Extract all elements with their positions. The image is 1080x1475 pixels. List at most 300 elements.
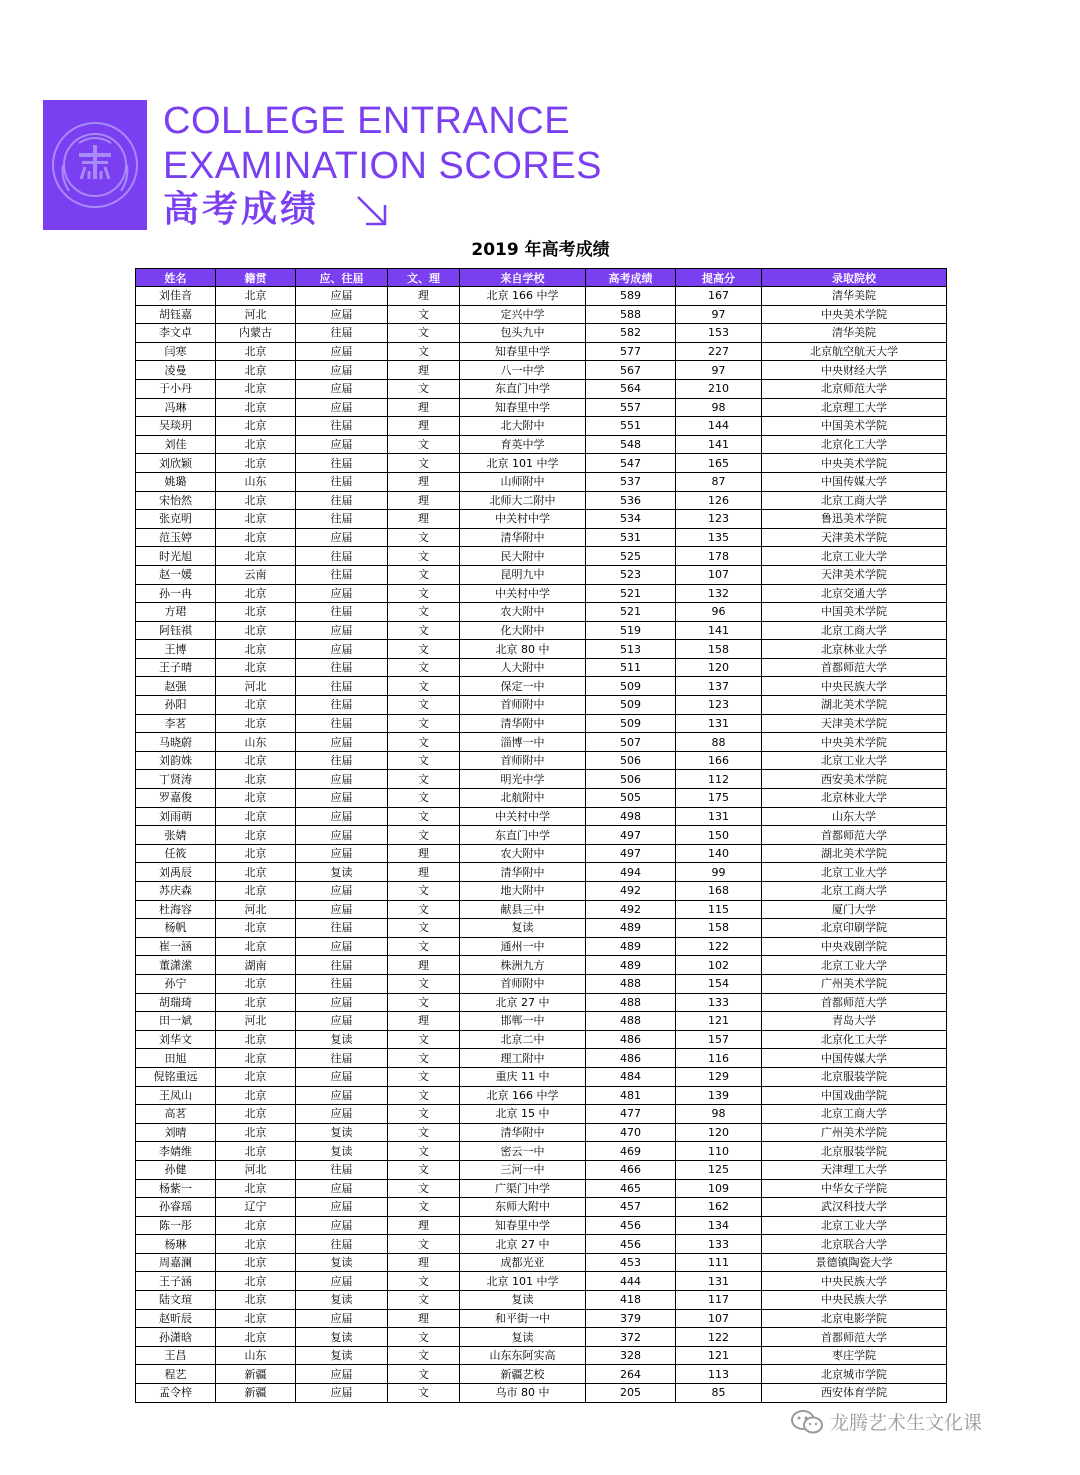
table-row [136, 621, 947, 640]
college-cell: 中国美术学院 [762, 417, 947, 436]
track-cell: 文 [388, 621, 460, 640]
improvement-cell: 133 [676, 1235, 762, 1254]
school-cell: 中关村中学 [460, 510, 586, 529]
improvement-cell: 116 [676, 1049, 762, 1068]
school-cell: 淄博一中 [460, 733, 586, 752]
name-cell: 任筱 [136, 844, 216, 863]
score-cell: 525 [586, 547, 676, 566]
score-cell: 372 [586, 1328, 676, 1347]
origin-cell: 北京 [216, 528, 296, 547]
track-cell: 文 [388, 1384, 460, 1403]
status-cell: 应届 [296, 398, 388, 417]
school-cell: 民大附中 [460, 547, 586, 566]
college-cell: 中华女子学院 [762, 1179, 947, 1198]
college-cell: 天津美术学院 [762, 528, 947, 547]
score-cell: 567 [586, 361, 676, 380]
school-cell: 知春里中学 [460, 398, 586, 417]
table-row [136, 1030, 947, 1049]
track-cell: 文 [388, 1142, 460, 1161]
origin-cell: 北京 [216, 844, 296, 863]
name-cell: 王博 [136, 640, 216, 659]
origin-cell: 北京 [216, 826, 296, 845]
track-cell: 文 [388, 379, 460, 398]
improvement-cell: 122 [676, 937, 762, 956]
status-cell: 应届 [296, 937, 388, 956]
college-cell: 北京工业大学 [762, 863, 947, 882]
table-row [136, 454, 947, 473]
track-cell: 文 [388, 584, 460, 603]
table-row [136, 1105, 947, 1124]
table-row [136, 1384, 947, 1403]
status-cell: 往届 [296, 1049, 388, 1068]
college-cell: 北京交通大学 [762, 584, 947, 603]
improvement-cell: 168 [676, 882, 762, 901]
school-cell: 清华附中 [460, 714, 586, 733]
score-cell: 492 [586, 882, 676, 901]
status-cell: 应届 [296, 287, 388, 306]
origin-cell: 北京 [216, 287, 296, 306]
college-cell: 天津理工大学 [762, 1160, 947, 1179]
score-cell: 488 [586, 1012, 676, 1031]
name-cell: 张婧 [136, 826, 216, 845]
origin-cell: 河北 [216, 1012, 296, 1031]
name-cell: 姚璐 [136, 472, 216, 491]
status-cell: 应届 [296, 1067, 388, 1086]
school-cell: 北京 27 中 [460, 1235, 586, 1254]
improvement-cell: 120 [676, 1123, 762, 1142]
origin-cell: 北京 [216, 1067, 296, 1086]
origin-cell: 山东 [216, 472, 296, 491]
improvement-cell: 102 [676, 956, 762, 975]
origin-cell: 北京 [216, 1253, 296, 1272]
status-cell: 往届 [296, 751, 388, 770]
origin-cell: 北京 [216, 714, 296, 733]
college-cell: 中央美术学院 [762, 733, 947, 752]
school-cell: 农大附中 [460, 603, 586, 622]
college-cell: 北京服装学院 [762, 1067, 947, 1086]
improvement-cell: 166 [676, 751, 762, 770]
track-cell: 理 [388, 1216, 460, 1235]
college-cell: 湖北美术学院 [762, 696, 947, 715]
score-cell: 457 [586, 1198, 676, 1217]
score-cell: 537 [586, 472, 676, 491]
score-cell: 548 [586, 435, 676, 454]
school-cell: 献县三中 [460, 900, 586, 919]
table-row [136, 1216, 947, 1235]
origin-cell: 北京 [216, 342, 296, 361]
status-cell: 复读 [296, 1142, 388, 1161]
college-cell: 天津美术学院 [762, 565, 947, 584]
track-cell: 文 [388, 1272, 460, 1291]
college-cell: 中央美术学院 [762, 305, 947, 324]
name-cell: 苏庆森 [136, 882, 216, 901]
status-cell: 往届 [296, 510, 388, 529]
origin-cell: 北京 [216, 1309, 296, 1328]
column-header: 提高分 [676, 269, 762, 287]
track-cell: 理 [388, 491, 460, 510]
name-cell: 周嘉澜 [136, 1253, 216, 1272]
table-row [136, 993, 947, 1012]
college-cell: 广州美术学院 [762, 974, 947, 993]
school-cell: 乌市 80 中 [460, 1384, 586, 1403]
school-cell: 北师大二附中 [460, 491, 586, 510]
track-cell: 理 [388, 1253, 460, 1272]
status-cell: 应届 [296, 1309, 388, 1328]
table-row [136, 361, 947, 380]
status-cell: 应届 [296, 882, 388, 901]
table-row [136, 677, 947, 696]
college-cell: 北京林业大学 [762, 789, 947, 808]
name-cell: 田旭 [136, 1049, 216, 1068]
status-cell: 应届 [296, 1105, 388, 1124]
score-cell: 456 [586, 1235, 676, 1254]
table-row [136, 733, 947, 752]
college-cell: 西安美术学院 [762, 770, 947, 789]
improvement-cell: 123 [676, 510, 762, 529]
score-cell: 494 [586, 863, 676, 882]
college-cell: 北京林业大学 [762, 640, 947, 659]
table-row [136, 1235, 947, 1254]
origin-cell: 北京 [216, 1291, 296, 1310]
origin-cell: 河北 [216, 305, 296, 324]
improvement-cell: 126 [676, 491, 762, 510]
watermark-text: 龙腾艺术生文化课 [830, 1412, 983, 1434]
school-cell: 中关村中学 [460, 807, 586, 826]
improvement-cell: 140 [676, 844, 762, 863]
school-cell: 三河一中 [460, 1160, 586, 1179]
origin-cell: 北京 [216, 863, 296, 882]
school-cell: 山东东阿实高 [460, 1346, 586, 1365]
origin-cell: 北京 [216, 621, 296, 640]
origin-cell: 北京 [216, 1272, 296, 1291]
improvement-cell: 98 [676, 398, 762, 417]
improvement-cell: 123 [676, 696, 762, 715]
score-cell: 506 [586, 770, 676, 789]
college-cell: 北京化工大学 [762, 435, 947, 454]
school-cell: 清华附中 [460, 1123, 586, 1142]
status-cell: 应届 [296, 789, 388, 808]
name-cell: 程艺 [136, 1365, 216, 1384]
status-cell: 应届 [296, 733, 388, 752]
origin-cell: 北京 [216, 417, 296, 436]
track-cell: 文 [388, 305, 460, 324]
origin-cell: 北京 [216, 603, 296, 622]
status-cell: 应届 [296, 584, 388, 603]
school-cell: 广渠门中学 [460, 1179, 586, 1198]
improvement-cell: 107 [676, 1309, 762, 1328]
table-row [136, 1160, 947, 1179]
school-cell: 育英中学 [460, 435, 586, 454]
score-cell: 509 [586, 714, 676, 733]
school-cell: 北京 80 中 [460, 640, 586, 659]
table-row [136, 863, 947, 882]
improvement-cell: 85 [676, 1384, 762, 1403]
score-cell: 505 [586, 789, 676, 808]
table-row [136, 1123, 947, 1142]
school-cell: 清华附中 [460, 528, 586, 547]
score-cell: 456 [586, 1216, 676, 1235]
name-cell: 宋怡然 [136, 491, 216, 510]
college-cell: 北京工业大学 [762, 751, 947, 770]
college-cell: 北京师范大学 [762, 379, 947, 398]
name-cell: 田一斌 [136, 1012, 216, 1031]
origin-cell: 北京 [216, 807, 296, 826]
track-cell: 文 [388, 1030, 460, 1049]
table-row [136, 1049, 947, 1068]
table-row [136, 510, 947, 529]
origin-cell: 北京 [216, 1142, 296, 1161]
table-row [136, 714, 947, 733]
status-cell: 应届 [296, 435, 388, 454]
table-row [136, 305, 947, 324]
college-cell: 北京化工大学 [762, 1030, 947, 1049]
college-cell: 中央民族大学 [762, 1272, 947, 1291]
origin-cell: 北京 [216, 491, 296, 510]
table-row [136, 1142, 947, 1161]
score-cell: 465 [586, 1179, 676, 1198]
college-cell: 北京电影学院 [762, 1309, 947, 1328]
origin-cell: 北京 [216, 882, 296, 901]
name-cell: 刘欣颖 [136, 454, 216, 473]
college-cell: 武汉科技大学 [762, 1198, 947, 1217]
school-cell: 人大附中 [460, 658, 586, 677]
score-cell: 521 [586, 584, 676, 603]
track-cell: 文 [388, 789, 460, 808]
improvement-cell: 165 [676, 454, 762, 473]
track-cell: 文 [388, 528, 460, 547]
origin-cell: 北京 [216, 435, 296, 454]
improvement-cell: 167 [676, 287, 762, 306]
status-cell: 往届 [296, 658, 388, 677]
title-english-line-1: COLLEGE ENTRANCE [163, 100, 571, 142]
name-cell: 孙一冉 [136, 584, 216, 603]
table-row [136, 547, 947, 566]
school-cell: 地大附中 [460, 882, 586, 901]
status-cell: 往届 [296, 547, 388, 566]
school-cell: 八一中学 [460, 361, 586, 380]
school-cell: 株洲九方 [460, 956, 586, 975]
origin-cell: 北京 [216, 510, 296, 529]
status-cell: 往届 [296, 324, 388, 343]
name-cell: 王凤山 [136, 1086, 216, 1105]
track-cell: 文 [388, 547, 460, 566]
name-cell: 吴琰玥 [136, 417, 216, 436]
status-cell: 应届 [296, 305, 388, 324]
status-cell: 应届 [296, 1012, 388, 1031]
track-cell: 文 [388, 1049, 460, 1068]
table-row [136, 1272, 947, 1291]
table-row [136, 900, 947, 919]
track-cell: 理 [388, 398, 460, 417]
score-cell: 469 [586, 1142, 676, 1161]
school-cell: 知春里中学 [460, 1216, 586, 1235]
improvement-cell: 210 [676, 379, 762, 398]
school-cell: 清华附中 [460, 863, 586, 882]
improvement-cell: 110 [676, 1142, 762, 1161]
track-cell: 理 [388, 417, 460, 436]
improvement-cell: 131 [676, 807, 762, 826]
improvement-cell: 132 [676, 584, 762, 603]
track-cell: 文 [388, 435, 460, 454]
score-cell: 588 [586, 305, 676, 324]
school-cell: 北大附中 [460, 417, 586, 436]
status-cell: 复读 [296, 1328, 388, 1347]
origin-cell: 河北 [216, 677, 296, 696]
table-row [136, 342, 947, 361]
status-cell: 应届 [296, 361, 388, 380]
track-cell: 文 [388, 993, 460, 1012]
score-cell: 557 [586, 398, 676, 417]
track-cell: 文 [388, 1346, 460, 1365]
table-row [136, 807, 947, 826]
status-cell: 往届 [296, 714, 388, 733]
table-row [136, 287, 947, 306]
school-cell: 北京 101 中学 [460, 454, 586, 473]
status-cell: 应届 [296, 770, 388, 789]
score-cell: 418 [586, 1291, 676, 1310]
track-cell: 文 [388, 1105, 460, 1124]
table-row [136, 974, 947, 993]
table-row [136, 640, 947, 659]
track-cell: 理 [388, 844, 460, 863]
status-cell: 复读 [296, 1346, 388, 1365]
name-cell: 赵昕辰 [136, 1309, 216, 1328]
college-cell: 山东大学 [762, 807, 947, 826]
origin-cell: 山东 [216, 733, 296, 752]
status-cell: 往届 [296, 974, 388, 993]
college-cell: 中国戏曲学院 [762, 1086, 947, 1105]
name-cell: 孙健 [136, 1160, 216, 1179]
score-cell: 531 [586, 528, 676, 547]
table-row [136, 528, 947, 547]
origin-cell: 北京 [216, 696, 296, 715]
college-cell: 首都师范大学 [762, 1328, 947, 1347]
origin-cell: 北京 [216, 1179, 296, 1198]
school-cell: 通州一中 [460, 937, 586, 956]
score-cell: 589 [586, 287, 676, 306]
origin-cell: 北京 [216, 640, 296, 659]
status-cell: 应届 [296, 1086, 388, 1105]
school-cell: 复读 [460, 1328, 586, 1347]
school-cell: 密云一中 [460, 1142, 586, 1161]
school-cell: 保定一中 [460, 677, 586, 696]
status-cell: 往届 [296, 565, 388, 584]
college-cell: 清华美院 [762, 287, 947, 306]
college-cell: 中央财经大学 [762, 361, 947, 380]
name-cell: 王昌 [136, 1346, 216, 1365]
improvement-cell: 131 [676, 714, 762, 733]
score-cell: 513 [586, 640, 676, 659]
table-row [136, 435, 947, 454]
score-cell: 489 [586, 937, 676, 956]
score-cell: 328 [586, 1346, 676, 1365]
school-cell: 复读 [460, 919, 586, 938]
improvement-cell: 129 [676, 1067, 762, 1086]
college-cell: 北京工商大学 [762, 491, 947, 510]
college-cell: 景德镇陶瓷大学 [762, 1253, 947, 1272]
origin-cell: 北京 [216, 1086, 296, 1105]
origin-cell: 北京 [216, 1105, 296, 1124]
score-cell: 444 [586, 1272, 676, 1291]
table-row [136, 1346, 947, 1365]
table-row [136, 491, 947, 510]
status-cell: 应届 [296, 621, 388, 640]
name-cell: 倪铭重远 [136, 1067, 216, 1086]
status-cell: 往届 [296, 677, 388, 696]
improvement-cell: 99 [676, 863, 762, 882]
table-row [136, 417, 947, 436]
status-cell: 应届 [296, 640, 388, 659]
column-header: 籍贯 [216, 269, 296, 287]
origin-cell: 北京 [216, 751, 296, 770]
name-cell: 张克明 [136, 510, 216, 529]
college-cell: 厦门大学 [762, 900, 947, 919]
improvement-cell: 87 [676, 472, 762, 491]
origin-cell: 河北 [216, 900, 296, 919]
track-cell: 文 [388, 342, 460, 361]
score-cell: 523 [586, 565, 676, 584]
table-row [136, 1253, 947, 1272]
arrow-down-right-icon [354, 193, 390, 229]
school-cell: 新疆艺校 [460, 1365, 586, 1384]
status-cell: 应届 [296, 342, 388, 361]
origin-cell: 北京 [216, 974, 296, 993]
college-cell: 北京服装学院 [762, 1142, 947, 1161]
table-row [136, 1328, 947, 1347]
status-cell: 往届 [296, 696, 388, 715]
college-cell: 中国传媒大学 [762, 472, 947, 491]
track-cell: 文 [388, 733, 460, 752]
school-cell: 邯郸一中 [460, 1012, 586, 1031]
table-row [136, 844, 947, 863]
status-cell: 应届 [296, 1272, 388, 1291]
name-cell: 凌曼 [136, 361, 216, 380]
origin-cell: 辽宁 [216, 1198, 296, 1217]
improvement-cell: 162 [676, 1198, 762, 1217]
improvement-cell: 96 [676, 603, 762, 622]
score-cell: 547 [586, 454, 676, 473]
track-cell: 文 [388, 1365, 460, 1384]
name-cell: 于小丹 [136, 379, 216, 398]
origin-cell: 北京 [216, 789, 296, 808]
college-cell: 广州美术学院 [762, 1123, 947, 1142]
school-cell: 北京 101 中学 [460, 1272, 586, 1291]
name-cell: 胡钰嘉 [136, 305, 216, 324]
improvement-cell: 88 [676, 733, 762, 752]
track-cell: 文 [388, 826, 460, 845]
improvement-cell: 121 [676, 1346, 762, 1365]
name-cell: 李婧维 [136, 1142, 216, 1161]
school-cell: 北京 27 中 [460, 993, 586, 1012]
name-cell: 赵一媛 [136, 565, 216, 584]
improvement-cell: 117 [676, 1291, 762, 1310]
score-cell: 477 [586, 1105, 676, 1124]
college-cell: 中央民族大学 [762, 1291, 947, 1310]
status-cell: 应届 [296, 1384, 388, 1403]
score-cell: 534 [586, 510, 676, 529]
status-cell: 往届 [296, 919, 388, 938]
origin-cell: 北京 [216, 547, 296, 566]
score-cell: 506 [586, 751, 676, 770]
score-cell: 536 [586, 491, 676, 510]
score-cell: 488 [586, 974, 676, 993]
status-cell: 应届 [296, 807, 388, 826]
name-cell: 杨琳 [136, 1235, 216, 1254]
improvement-cell: 115 [676, 900, 762, 919]
track-cell: 文 [388, 1179, 460, 1198]
score-cell: 511 [586, 658, 676, 677]
improvement-cell: 125 [676, 1160, 762, 1179]
